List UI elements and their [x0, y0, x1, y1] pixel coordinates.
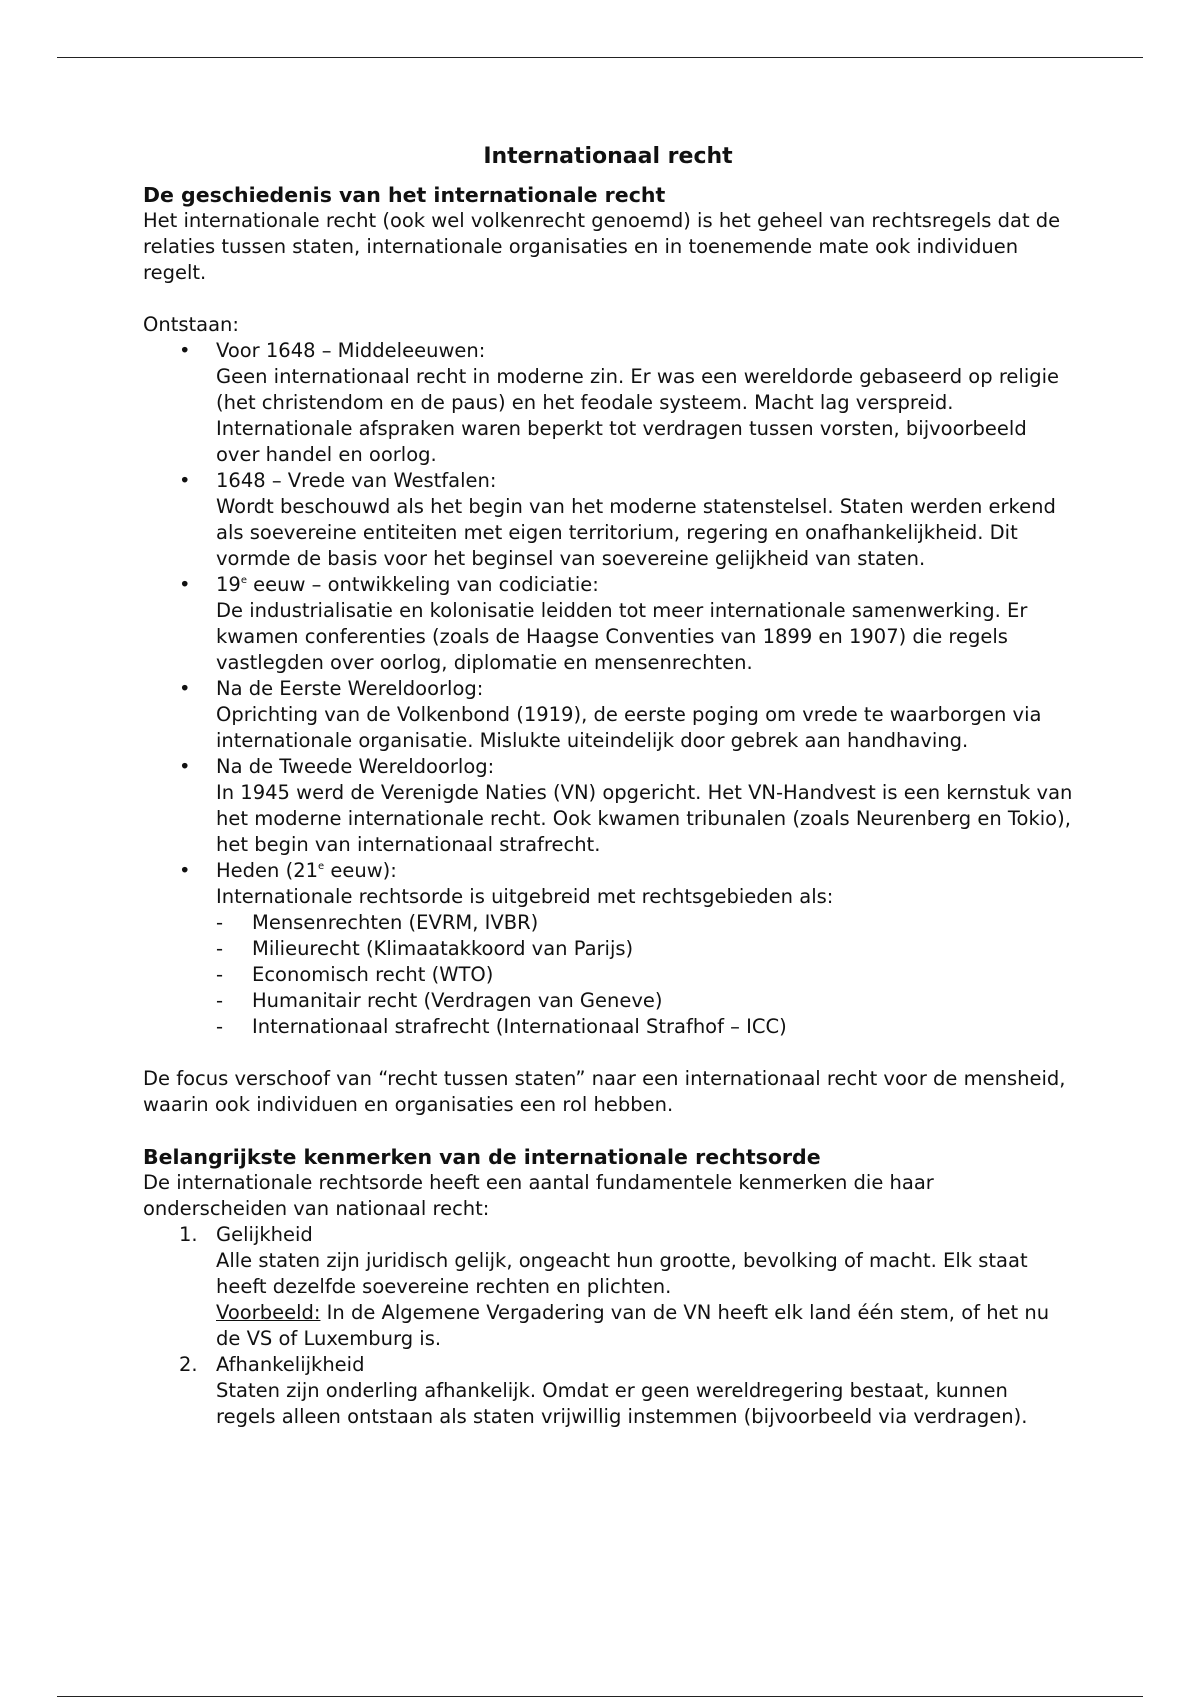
list-item-body: Oprichting van de Volkenbond (1919), de eerste poging om vrede te waarborgen via internationale organisatie. Mislukte uiteindelijk door gebrek aan handhaving.: [216, 703, 1042, 752]
example-line: [216, 1300, 1073, 1352]
section-heading-features: Belangrijkste kenmerken van de internationale rechtsorde: [143, 1145, 821, 1169]
numbered-item-body: Alle staten zijn juridisch gelijk, ongeacht hun grootte, bevolking of macht. Elk staat heeft dezelfde soevereine rechten en plichten.: [216, 1249, 1028, 1298]
item-number: 2.: [179, 1353, 198, 1376]
document-body: [143, 142, 1073, 1430]
century-number: 19: [216, 573, 241, 596]
sub-list-item: - Internationaal strafrecht (Internationaal Strafhof – ICC): [216, 1014, 1073, 1040]
list-item-body: In 1945 werd de Verenigde Naties (VN) opgericht. Het VN-Handvest is een kernstuk van het moderne internationale recht. Ook kwamen tribunalen (zoals Neurenberg en Tokio), het begin van internationaal strafrecht.: [216, 781, 1073, 856]
list-item-head-post: eeuw):: [324, 859, 397, 882]
sub-list-item: - Economisch recht (WTO): [216, 962, 1073, 988]
closing-paragraph: De focus verschoof van “recht tussen staten” naar een internationaal recht voor de mensheid, waarin ook individuen en organisaties een rol hebben.: [143, 1067, 1066, 1116]
example-label: Voorbeeld:: [216, 1301, 321, 1324]
numbered-item-body: Staten zijn onderling afhankelijk. Omdat er geen wereldregering bestaat, kunnen regels alleen ontstaan als staten vrijwillig instemmen (bijvoorbeeld via verdragen).: [216, 1379, 1028, 1428]
ordinal-suffix: e: [240, 575, 247, 586]
list-item-head: [216, 572, 1073, 598]
sub-list-item: - Humanitair recht (Verdragen van Geneve): [216, 988, 1073, 1014]
numbered-item: [143, 1352, 1073, 1430]
footer-rule: [57, 1696, 1143, 1697]
features-list: [143, 1222, 1073, 1430]
list-item-body: De industrialisatie en kolonisatie leidden tot meer internationale samenwerking. Er kwamen conferenties (zoals de Haagse Conventies van 1899 en 1907) die regels vastlegden over oorlog, diplomatie en mensenrechten.: [216, 599, 1028, 674]
list-item-head: • 1648 – Vrede van Westfalen:: [216, 469, 497, 492]
example-text: In de Algemene Vergadering van de VN heeft elk land één stem, of het nu de VS of Luxemburg is.: [216, 1301, 1050, 1350]
sub-list-item: - Mensenrechten (EVRM, IVBR): [216, 910, 1073, 936]
list-item-body: Wordt beschouwd als het begin van het moderne statenstelsel. Staten werden erkend als soevereine entiteiten met eigen territorium, regering en onafhankelijkheid. Dit vormde de basis voor het beginsel van soevereine gelijkheid van staten.: [216, 495, 1056, 570]
list-item: [143, 338, 1073, 468]
list-item: [143, 468, 1073, 572]
page-title: Internationaal recht: [483, 144, 733, 169]
section-heading-history: De geschiedenis van het internationale recht: [143, 183, 666, 207]
list-item-head: • Na de Tweede Wereldoorlog:: [216, 755, 495, 778]
section-intro-features: De internationale rechtsorde heeft een aantal fundamentele kenmerken die haar onderscheiden van nationaal recht:: [143, 1171, 934, 1220]
section-intro-history: Het internationale recht (ook wel volkenrecht genoemd) is het geheel van rechtsregels dat de relaties tussen staten, internationale organisaties en in toenemende mate ook individuen regelt.: [143, 209, 1061, 284]
item-number: 1.: [179, 1223, 198, 1246]
list-item-body: Internationale rechtsorde is uitgebreid met rechtsgebieden als:: [216, 885, 834, 908]
sub-list-item: - Milieurecht (Klimaatakkoord van Parijs): [216, 936, 1073, 962]
list-item-body: Geen internationaal recht in moderne zin. Er was een wereldorde gebaseerd op religie (het christendom en de paus) en het feodale systeem. Macht lag verspreid. Internationale afspraken waren beperkt tot verdragen tussen vorsten, bijvoorbeeld over handel en oorlog.: [216, 365, 1060, 466]
numbered-item: [143, 1222, 1073, 1352]
history-list: [143, 338, 1073, 1040]
list-item-head: • Voor 1648 – Middeleeuwen:: [216, 339, 486, 362]
list-item-head: [216, 858, 1073, 884]
ordinal-suffix: e: [318, 861, 325, 872]
list-item: [143, 858, 1073, 1040]
sub-list: [216, 910, 1073, 1040]
list-item: [143, 676, 1073, 754]
list-item-head-pre: Heden (21: [216, 859, 319, 882]
list-item: [143, 754, 1073, 858]
header-rule: [57, 57, 1143, 58]
numbered-item-head: Gelijkheid: [216, 1223, 313, 1246]
list-item-head-rest: eeuw – ontwikkeling van codiciatie:: [246, 573, 599, 596]
ontstaan-label: Ontstaan:: [143, 313, 239, 336]
list-item: [143, 572, 1073, 676]
numbered-item-head: Afhankelijkheid: [216, 1353, 365, 1376]
list-item-head: • Na de Eerste Wereldoorlog:: [216, 677, 484, 700]
